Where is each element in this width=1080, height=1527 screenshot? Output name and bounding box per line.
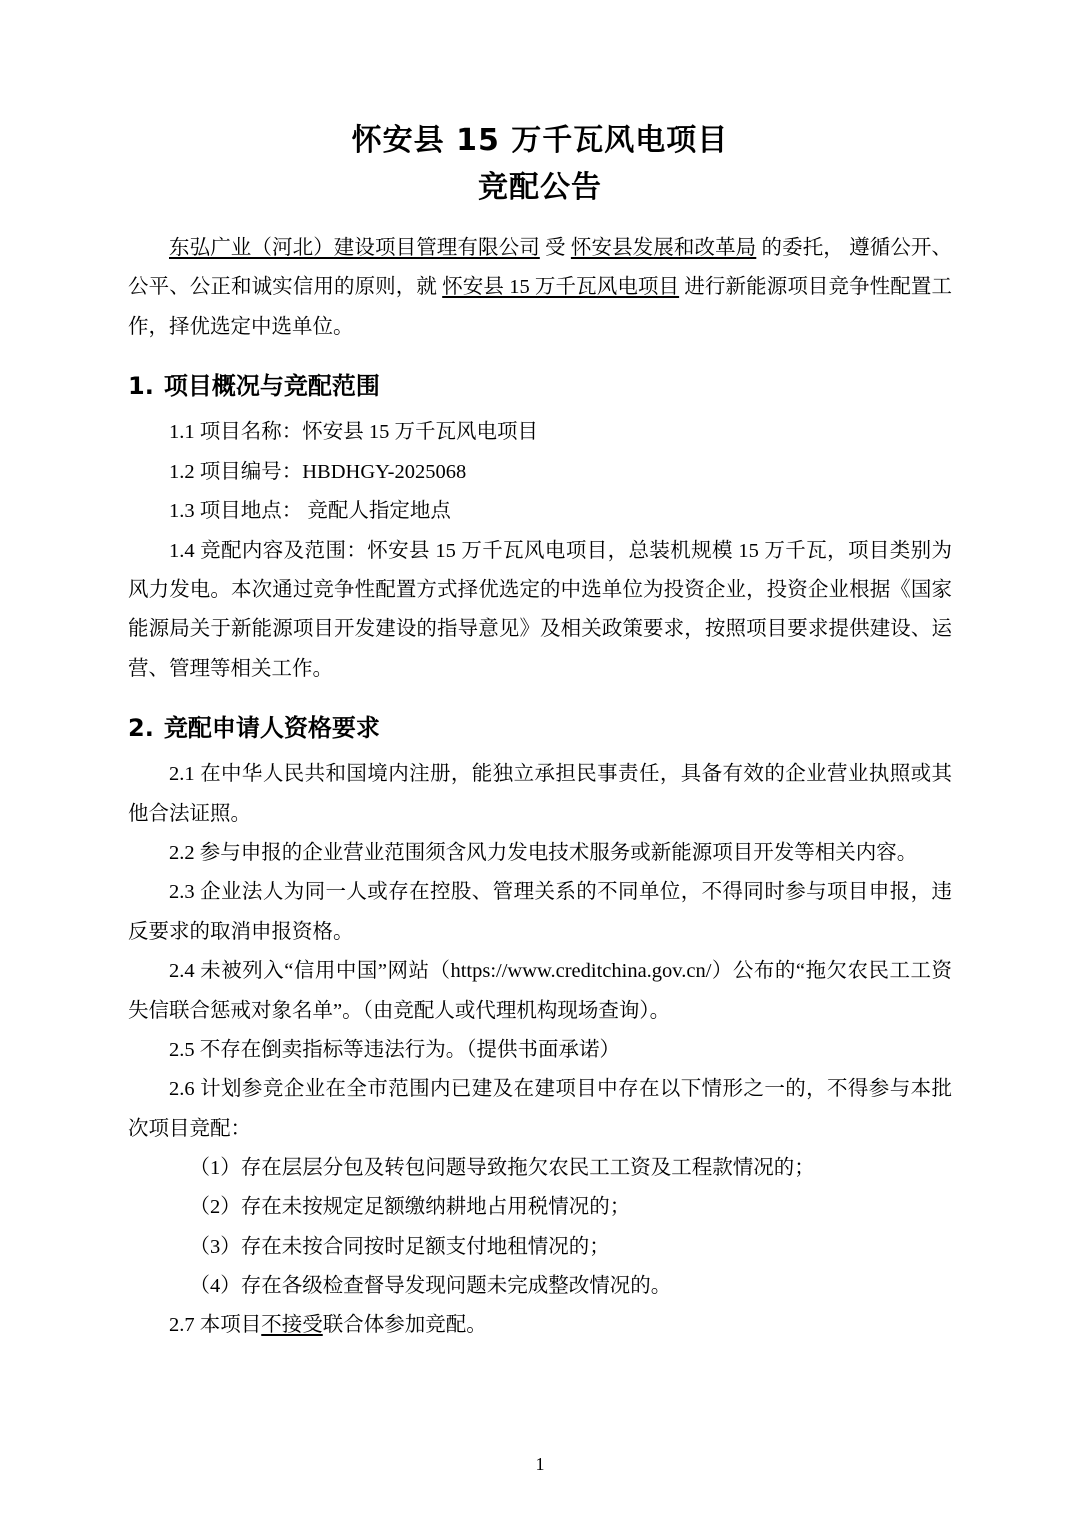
clause-2-7-suffix: 联合体参加竞配。 — [322, 1314, 487, 1337]
clause-2-6-sub-list — [128, 1149, 952, 1306]
intro-project: 怀安县 15 万千瓦风电项目 — [442, 276, 680, 299]
clause-1-1: 1.1 项目名称：怀安县 15 万千瓦风电项目 — [169, 421, 538, 444]
clause-1-4: 1.4 竞配内容及范围：怀安县 15 万千瓦风电项目，总装机规模 15 万千瓦，项目类别为风力发电。本次通过竞争性配置方式择优选定的中选单位为投资企业，投资企业根据《国家能源局关于新能源项目开发建设的指导意见》及相关政策要求，按照项目要求提供建设、运营、管理等相关工作。 — [128, 539, 952, 680]
section-heading-1 — [128, 367, 952, 405]
clause-2-4: 2.4 未被列入“信用中国”网站（https://www.creditchina.gov.cn/）公布的“拖欠农民工工资失信联合惩戒对象名单”。（由竞配人或代理机构现场查询）。 — [128, 960, 952, 1022]
page-number: 1 — [535, 1454, 545, 1474]
section-title-1: 项目概况与竞配范围 — [163, 372, 380, 401]
intro-client: 怀安县发展和改革局 — [570, 237, 757, 259]
clause-2-1: 2.1 在中华人民共和国境内注册，能独立承担民事责任，具备有效的企业营业执照或其他合法证照。 — [128, 763, 952, 825]
page-title-line-1: 怀安县 15 万千瓦风电项目 — [351, 123, 729, 158]
intro-mid-3: 进行新能源项目竞争性配置工作，择优选定中选单位。 — [128, 276, 953, 338]
section-heading-2 — [128, 709, 952, 747]
intro-mid-1: 受 — [539, 237, 571, 259]
clause-2-7-prefix: 2.7 本项目 — [169, 1314, 262, 1337]
clause-2-6: 2.6 计划参竞企业在全市范围内已建及在建项目中存在以下情形之一的，不得参与本批次项目竞配： — [128, 1078, 952, 1140]
section-number-2: 2. — [128, 713, 154, 742]
intro-paragraph — [128, 229, 952, 347]
clause-1-2: 1.2 项目编号：HBDHGY-2025068 — [169, 460, 467, 483]
list-item: （4）存在各级检查督导发现问题未完成整改情况的。 — [189, 1275, 672, 1298]
clause-2-2: 2.2 参与申报的企业营业范围须含风力发电技术服务或新能源项目开发等相关内容。 — [169, 842, 918, 865]
list-item: （3）存在未按合同按时足额支付地租情况的； — [189, 1235, 610, 1258]
clause-2-7-underlined: 不接受 — [261, 1314, 323, 1337]
clause-1-3: 1.3 项目地点： 竞配人指定地点 — [169, 500, 451, 523]
intro-agency: 东弘广业（河北）建设项目管理有限公司 — [169, 237, 540, 259]
intro-mid-2: 的委托， 遵循公开、公平、公正和诚实信用的原则，就 — [128, 237, 953, 299]
clause-2-5: 2.5 不存在倒卖指标等违法行为。（提供书面承诺） — [169, 1038, 620, 1061]
clause-2-7 — [128, 1306, 952, 1345]
page-title-line-2: 竞配公告 — [478, 169, 602, 205]
clause-2-3: 2.3 企业法人为同一人或存在控股、管理关系的不同单位，不得同时参与项目申报，违反要求的取消申报资格。 — [128, 881, 952, 943]
list-item: （2）存在未按规定足额缴纳耕地占用税情况的； — [189, 1196, 631, 1219]
list-item: （1）存在层层分包及转包问题导致拖欠农民工工资及工程款情况的； — [189, 1156, 815, 1179]
section-title-2: 竞配申请人资格要求 — [163, 713, 380, 742]
section-number-1: 1. — [128, 372, 154, 401]
